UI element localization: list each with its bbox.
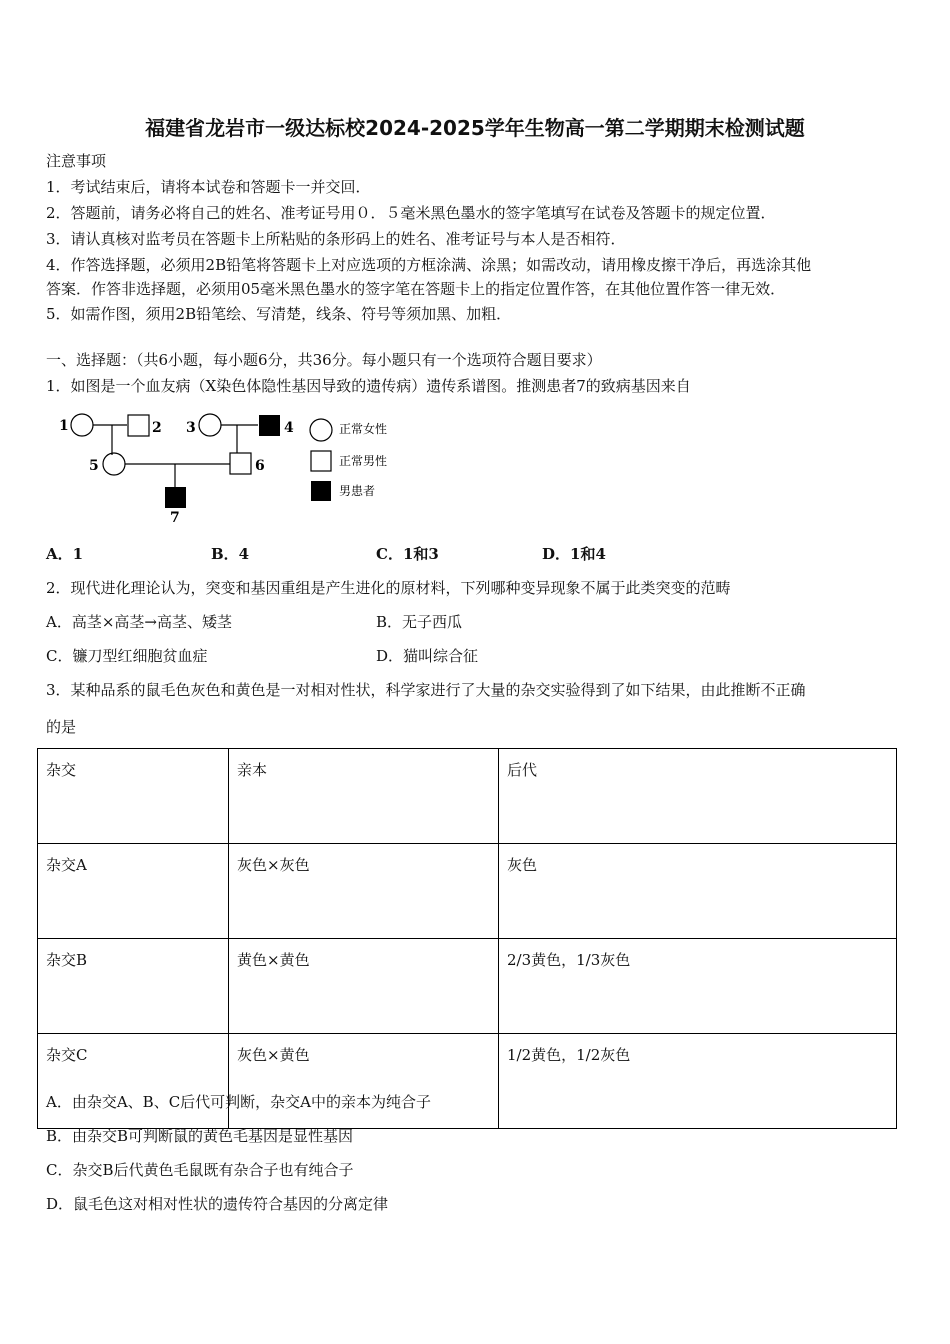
notice-item: 3．请认真核对监考员在答题卡上所粘贴的条形码上的姓名、准考证号与本人是否相符． <box>46 230 626 248</box>
question-3-stem: 3．某种品系的鼠毛色灰色和黄色是一对相对性状，科学家进行了大量的杂交实验得到了如下结果，由此推断不正确 <box>46 681 806 699</box>
table-cell: 杂交B <box>38 939 229 1034</box>
label-2: 2 <box>152 420 162 436</box>
notice-item: 5．如需作图，须用2B铅笔绘、写清楚，线条、符号等须加黑、加粗． <box>46 305 512 323</box>
individual-5 <box>103 453 125 475</box>
q3-option-c[interactable]: C．杂交B后代黄色毛鼠既有杂合子也有纯合子 <box>46 1161 354 1179</box>
q1-option-a[interactable]: A．1 <box>46 545 84 563</box>
legend-female-icon <box>310 419 332 441</box>
section-heading: 一、选择题：（共6小题，每小题6分，共36分。每小题只有一个选项符合题目要求） <box>46 351 602 369</box>
individual-3 <box>199 414 221 436</box>
table-cell: 灰色 <box>499 844 897 939</box>
legend-affected-male-icon <box>311 481 331 501</box>
header-cell: 后代 <box>499 749 897 844</box>
header-cell: 亲本 <box>229 749 499 844</box>
table-row <box>38 1034 897 1129</box>
notice-item: 4．作答选择题，必须用2B铅笔将答题卡上对应选项的方框涂满、涂黑；如需改动，请用橡皮擦干净后，再选涂其他 <box>46 256 812 274</box>
legend-male-icon <box>311 451 331 471</box>
q2-option-a[interactable]: A．高茎×高茎→高茎、矮茎 <box>46 613 232 631</box>
q1-option-d[interactable]: D．1和4 <box>542 545 606 563</box>
individual-7 <box>165 487 186 508</box>
label-3: 3 <box>186 420 196 436</box>
table-cell: 2/3黄色，1/3灰色 <box>499 939 897 1034</box>
question-1-stem: 1．如图是一个血友病（X染色体隐性基因导致的遗传病）遗传系谱图。推测患者7的致病基因来自 <box>46 377 691 395</box>
notice-heading: 注意事项 <box>46 152 107 170</box>
q1-option-c[interactable]: C．1和3 <box>376 545 439 563</box>
label-7: 7 <box>170 510 180 526</box>
q2-option-b[interactable]: B．无子西瓜 <box>376 613 463 631</box>
label-5: 5 <box>89 458 99 474</box>
individual-1 <box>71 414 93 436</box>
q1-option-b[interactable]: B．4 <box>211 545 250 563</box>
notice-item: 答案．作答非选择题，必须用05毫米黑色墨水的签字笔在答题卡上的指定位置作答，在其他位置作答一律无效． <box>46 280 786 298</box>
table-row <box>38 844 897 939</box>
q3-option-a[interactable]: A．由杂交A、B、C后代可判断，杂交A中的亲本为纯合子 <box>46 1093 431 1111</box>
table-row <box>38 939 897 1034</box>
table-cell: 杂交A <box>38 844 229 939</box>
table-cell: 灰色×黄色 <box>229 1034 499 1129</box>
cross-results-table <box>37 748 897 1129</box>
label-1: 1 <box>59 418 69 434</box>
legend-normal-male: 正常男性 <box>339 454 388 468</box>
table-cell: 1/2黄色，1/2灰色 <box>499 1034 897 1129</box>
legend-normal-female: 正常女性 <box>339 422 388 436</box>
notice-item: 2．答题前，请务必将自己的姓名、准考证号用０．５毫米黑色墨水的签字笔填写在试卷及答题卡的规定位置． <box>46 204 776 222</box>
question-3-stem-cont: 的是 <box>46 718 77 736</box>
q2-option-d[interactable]: D．猫叫综合征 <box>376 647 479 665</box>
legend-affected-male: 男患者 <box>339 484 376 498</box>
header-cell: 杂交 <box>38 749 229 844</box>
individual-4 <box>259 415 280 436</box>
q2-option-c[interactable]: C．镰刀型红细胞贫血症 <box>46 647 208 665</box>
page-title: 福建省龙岩市一级达标校2024-2025学年生物高一第二学期期末检测试题 <box>145 116 805 140</box>
q3-option-b[interactable]: B．由杂交B可判断鼠的黄色毛基因是显性基因 <box>46 1127 354 1145</box>
table-header-row <box>38 749 897 844</box>
individual-2 <box>128 415 149 436</box>
notice-item: 1．考试结束后，请将本试卷和答题卡一并交回． <box>46 178 371 196</box>
question-2-stem: 2．现代进化理论认为，突变和基因重组是产生进化的原材料，下列哪种变异现象不属于此类突变的范畴 <box>46 579 731 597</box>
q3-option-d[interactable]: D．鼠毛色这对相对性状的遗传符合基因的分离定律 <box>46 1195 389 1213</box>
table-cell: 杂交C <box>38 1034 229 1129</box>
label-4: 4 <box>284 420 294 436</box>
label-6: 6 <box>255 458 265 474</box>
pedigree-diagram <box>55 405 405 530</box>
table-cell: 灰色×灰色 <box>229 844 499 939</box>
individual-6 <box>230 453 251 474</box>
table-cell: 黄色×黄色 <box>229 939 499 1034</box>
